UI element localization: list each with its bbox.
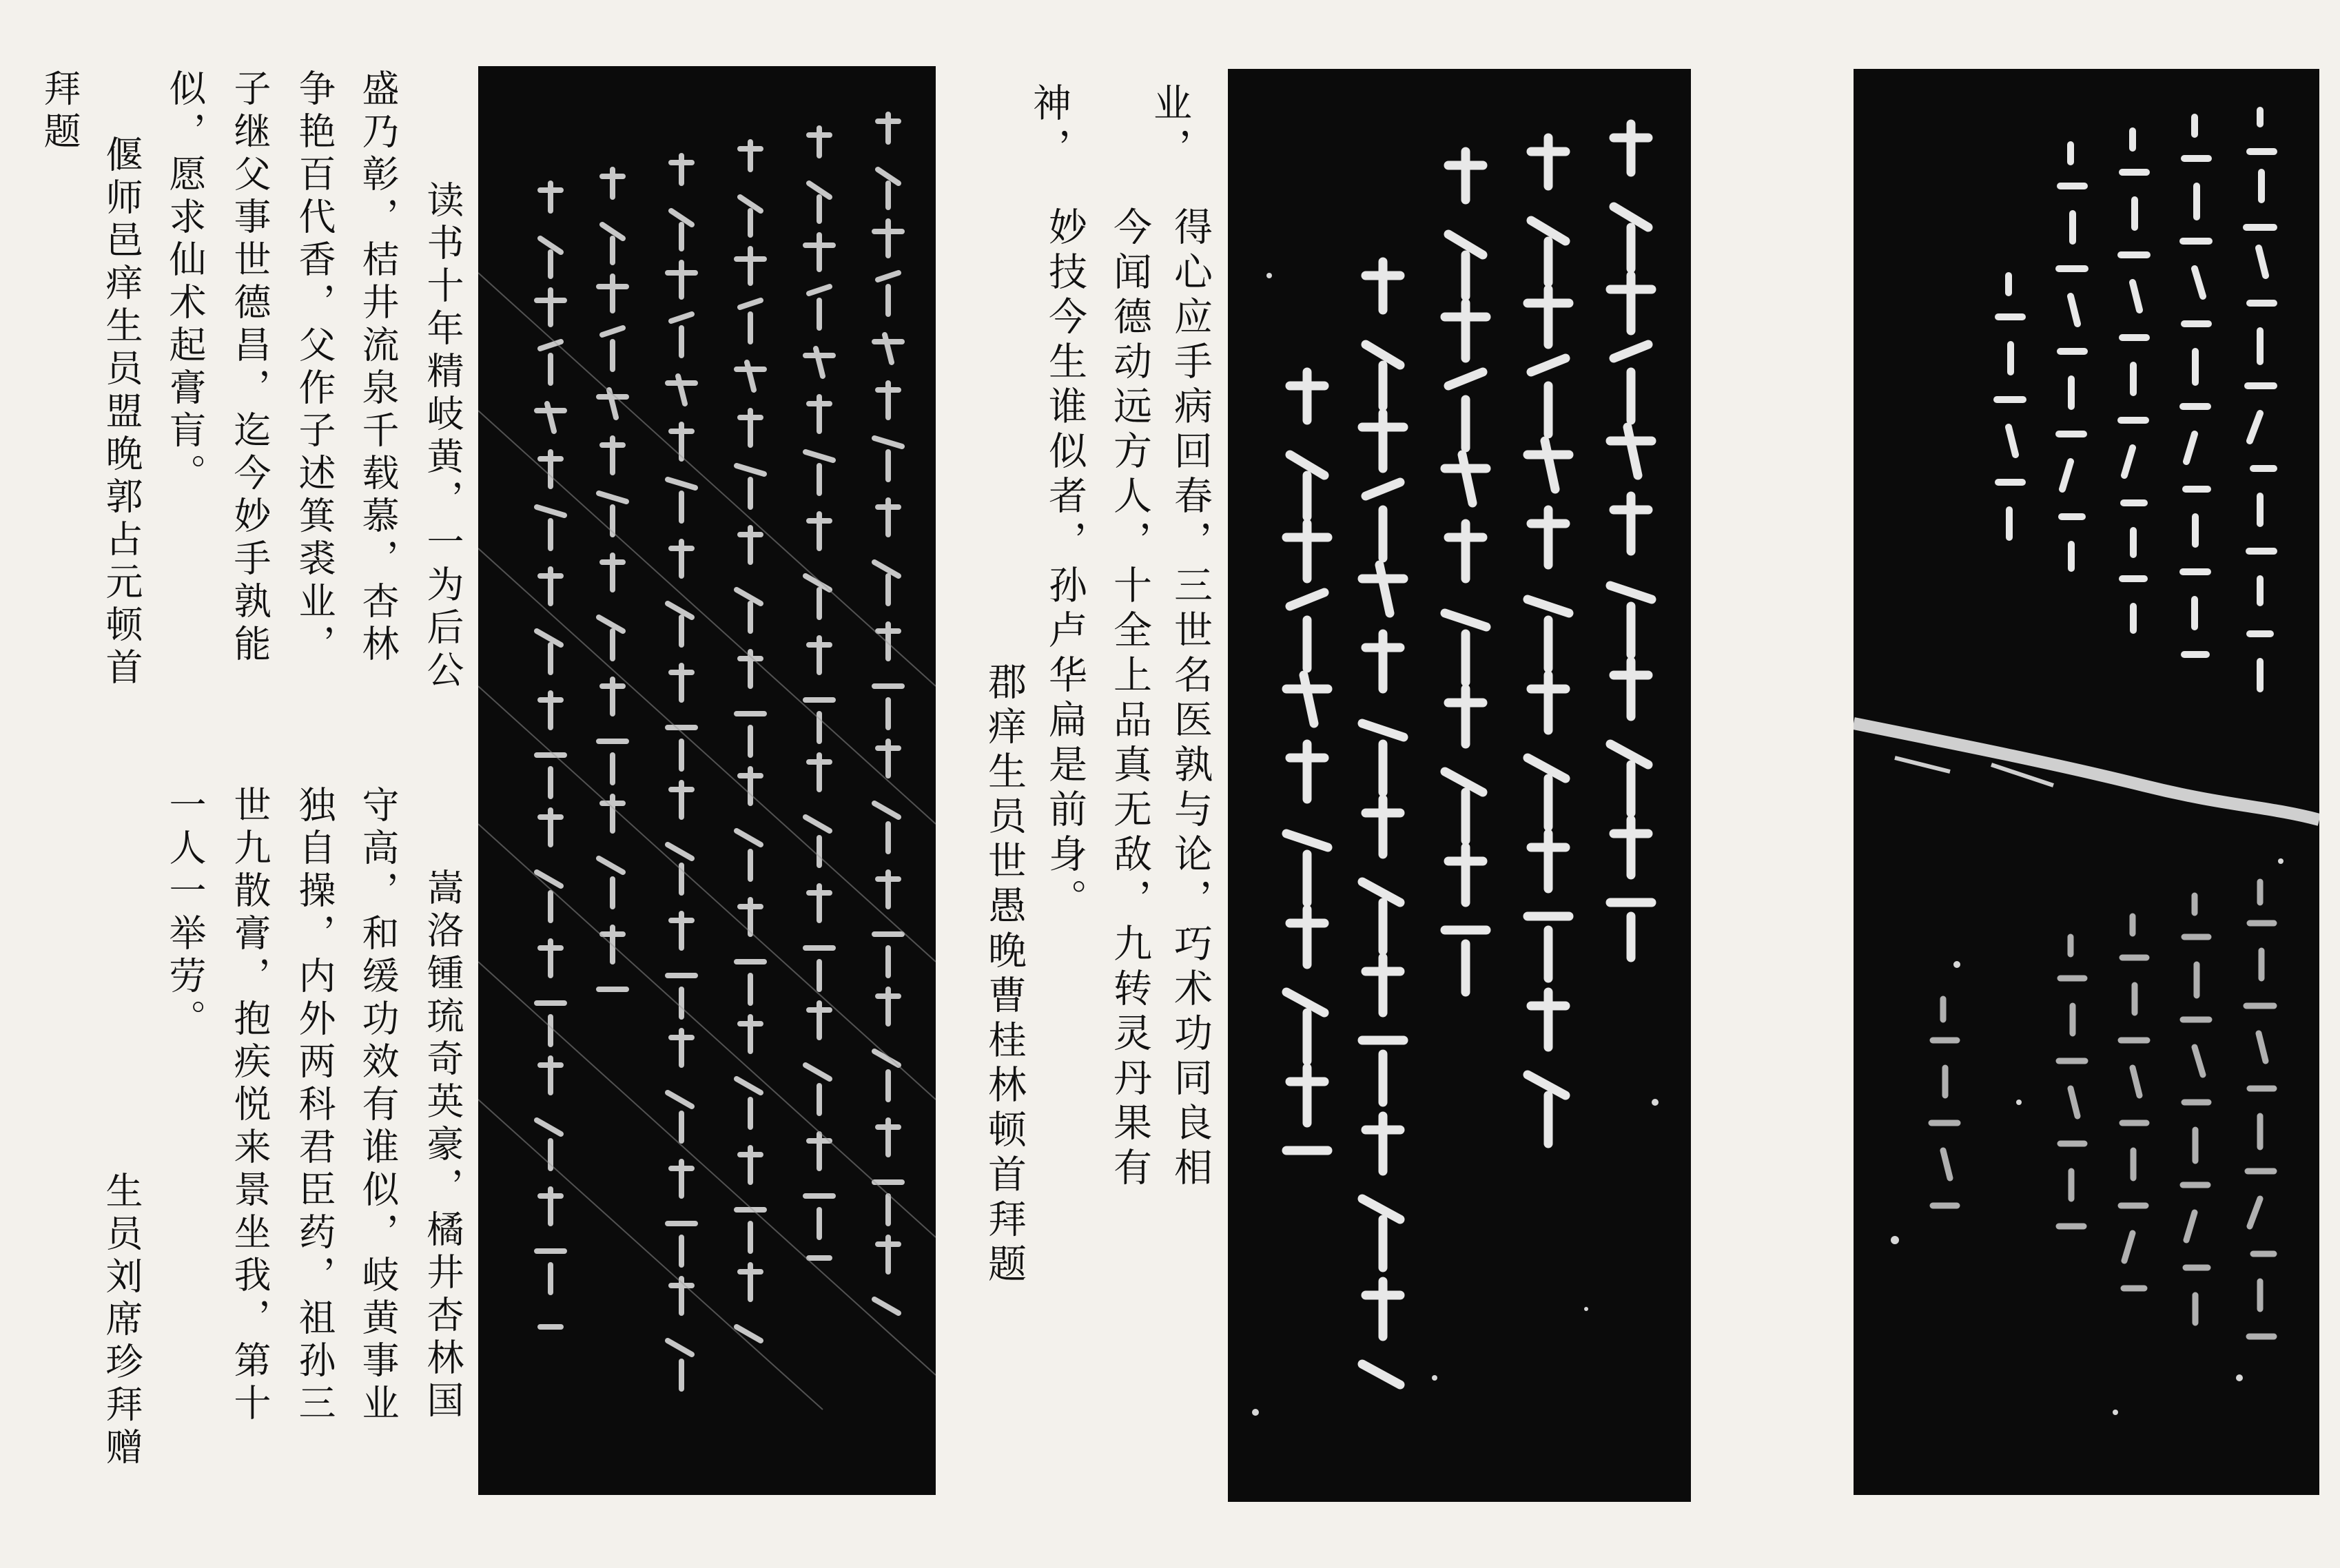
rubbing-texture (1228, 69, 1691, 1502)
stele-rubbing-middle (1228, 69, 1691, 1502)
middle-text-signature: 郡痒生员世愚晚曹桂林顿首拜题 (982, 661, 1027, 1288)
left-text-line-5: 争艳百代香，父作子述箕裘业， (293, 69, 336, 667)
rubbing-texture (1854, 69, 2319, 1495)
stele-rubbing-left (478, 66, 936, 1495)
left-text-line-10: 一人一举劳。 (163, 785, 207, 1042)
middle-text-line-1: 业， (1147, 83, 1192, 172)
left-text-line-6: 独自操，内外两科君臣药，祖孙三 (293, 785, 336, 1426)
left-text-signature-2: 生员刘席珍拜赠 (100, 1171, 143, 1470)
left-text-line-7: 子继父事世德昌，迄今妙手孰能 (228, 69, 271, 667)
middle-text-line-4: 今闻德动远方人，十全上品真无敌，九转灵丹果有 (1107, 207, 1152, 1192)
left-text-line-3: 盛乃彰，桔井流泉千载慕，杏林 (356, 69, 400, 667)
left-text-line-8: 世九散膏，抱疾悦来景坐我，第十 (228, 785, 271, 1426)
left-text-line-4: 守高，和缓功效有谁似，岐黄事业 (356, 785, 400, 1426)
left-text-line-2: 嵩洛锺琉奇英豪，橘井杏林国 (421, 868, 464, 1423)
rubbing-texture (478, 66, 936, 1495)
left-text-line-1: 读书十年精岐黄，一为后公 (421, 180, 464, 693)
middle-text-line-2: 神， (1027, 83, 1071, 172)
stele-rubbing-right (1854, 69, 2319, 1495)
middle-text-line-3: 得心应手病回春，三世名医孰与论，巧术功同良相 (1168, 207, 1213, 1192)
left-text-line-9: 似，愿求仙术起膏肓。 (163, 69, 207, 496)
left-text-signature: 偃师邑痒生员盟晚郭占元顿首 (100, 135, 143, 690)
middle-text-line-5: 妙技今生谁似者，孙卢华扁是前身。 (1043, 207, 1087, 923)
left-text-line-bai-ti: 拜题 (38, 69, 81, 154)
